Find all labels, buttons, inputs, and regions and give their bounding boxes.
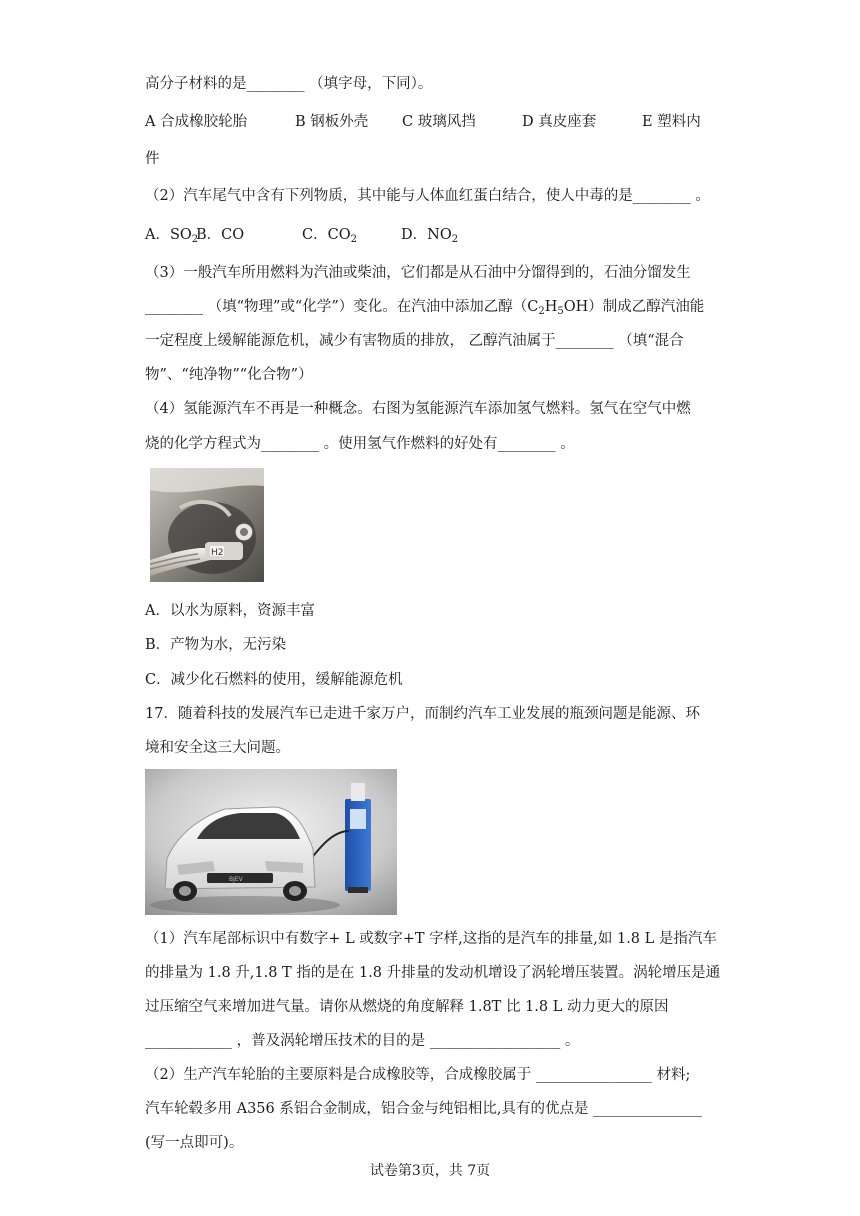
part3-line2-b: H	[544, 299, 558, 315]
part3-line2-a: ________ （填“物理”或“化学”）变化。在汽油中添加乙醇（C	[145, 299, 539, 315]
q16-part4-option-a: A．以水为原料，资源丰富	[145, 603, 315, 619]
q17-part1-line4: ____________ ，普及涡轮增压技术的目的是 __________________ 。	[145, 1033, 580, 1049]
electric-car-photo	[145, 769, 397, 915]
electric-car-illustration	[145, 769, 397, 915]
q16-part1-option-c: C 玻璃风挡	[402, 114, 476, 130]
q16-intro-line: 高分子材料的是________ （填字母，下同）。	[145, 76, 433, 92]
q16-part2-option-d	[401, 224, 458, 251]
hydrogen-refuel-photo	[150, 468, 264, 582]
q17-part1-line1: （1）汽车尾部标识中有数字+ L 或数字+T 字样,这指的是汽车的排量,如 1.8 L 是指汽车	[145, 931, 717, 947]
option-c-text: C．CO	[302, 227, 351, 243]
q16-part3-line3: 一定程度上缓解能源危机，减少有害物质的排放， 乙醇汽油属于________ （填“混合	[145, 333, 684, 349]
option-c-subscript: 2	[350, 234, 357, 245]
q16-part1-option-b: B 钢板外壳	[295, 114, 369, 130]
q16-part1-option-d: D 真皮座套	[522, 114, 597, 130]
q17-part1-line3: 过压缩空气来增加进气量。请你从燃烧的角度解释 1.8T 比 1.8 L 动力更大的原因	[145, 999, 669, 1015]
h2-label: H2	[211, 548, 224, 558]
q16-part4-option-b: B．产物为水，无污染	[145, 637, 287, 653]
q16-part3-line4: 物”、“纯净物”“化合物”）	[145, 367, 313, 383]
part3-line2-sub1: 2	[538, 306, 545, 317]
option-d-subscript: 2	[451, 234, 459, 245]
q16-part4-line1: （4）氢能源汽车不再是一种概念。右图为氢能源汽车添加氢气燃料。氢气在空气中燃	[145, 401, 691, 417]
q16-part3-line1: （3）一般汽车所用燃料为汽油或柴油，它们都是从石油中分馏得到的，石油分馏发生	[145, 265, 691, 281]
q16-part2-option-c	[302, 224, 357, 251]
page-footer: 试卷第3页，共 7页	[369, 1163, 491, 1179]
q16-part2-option-a	[145, 224, 198, 251]
part3-line2-sub2: 5	[557, 306, 564, 317]
part3-line2-c: OH）制成乙醇汽油能	[563, 299, 705, 315]
q16-part2-option-b: B．CO	[196, 227, 245, 243]
car-plate: BJEV	[229, 876, 243, 883]
q16-part1-option-wrap: 件	[145, 151, 160, 167]
option-a-text: A．SO	[145, 227, 192, 243]
option-a-subscript: 2	[191, 234, 199, 245]
q17-part2-line2: 汽车轮毂多用 A356 系铝合金制成，铝合金与纯铝相比,具有的优点是 _______________	[145, 1101, 702, 1117]
q17-stem-line1: 17．随着科技的发展汽车已走进千家万户，而制约汽车工业发展的瓶颈问题是能源、环	[145, 706, 700, 722]
q16-part4-option-c: C．减少化石燃料的使用，缓解能源危机	[145, 672, 403, 688]
hydrogen-refuel-illustration	[150, 468, 264, 582]
option-d-text: D．NO	[401, 227, 452, 243]
q16-part1-option-a: A 合成橡胶轮胎	[145, 114, 248, 130]
q17-part2-line3: (写一点即可)。	[145, 1135, 244, 1151]
q16-part3-line2	[145, 296, 704, 323]
q17-stem-line2: 境和安全这三大问题。	[145, 740, 290, 756]
q16-part1-option-e: E 塑料内	[642, 114, 701, 130]
q17-part2-line1: （2）生产汽车轮胎的主要原料是合成橡胶等，合成橡胶属于 ________________ 材料;	[145, 1067, 691, 1083]
q16-part2-stem: （2）汽车尾气中含有下列物质，其中能与人体血红蛋白结合，使人中毒的是________ 。	[145, 188, 710, 204]
q17-part1-line2: 的排量为 1.8 升,1.8 T 指的是在 1.8 升排量的发动机增设了涡轮增压装置。涡轮增压是通	[145, 965, 721, 981]
q16-part4-line2: 烧的化学方程式为________ 。使用氢气作燃料的好处有________ 。	[145, 436, 575, 452]
